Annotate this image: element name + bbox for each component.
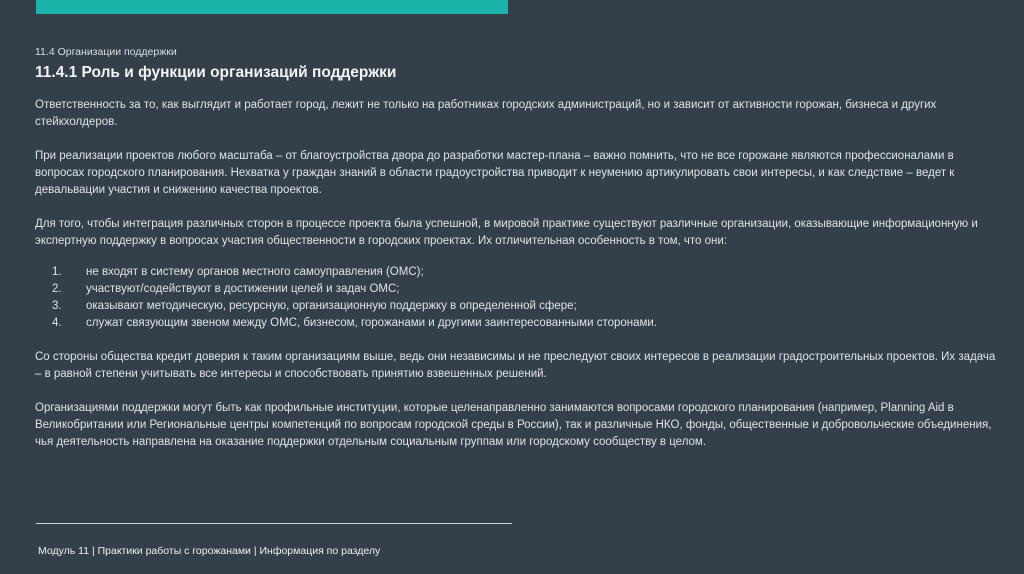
- list-item: [35, 281, 997, 298]
- footer-divider: [36, 523, 512, 524]
- page-title: 11.4.1 Роль и функции организаций поддержки: [35, 64, 397, 81]
- list-item: [35, 298, 997, 315]
- list-item-text: оказывают методическую, ресурсную, организационную поддержку в определенной сфере;: [86, 300, 577, 312]
- paragraph-5: Организациями поддержки могут быть как профильные институции, которые целенаправленно занимаются вопросами городского планирования (например, Planning Aid в Великобритании или Региональные центры компетенций по вопросам городской среды в России), так и различные НКО, фонды, общественные и добровольческие объединения, чья деятельность направлена на оказание поддержки отдельным социальным группам или городскому сообществу в целом.: [35, 402, 992, 448]
- list-item-number: 3.: [52, 300, 62, 312]
- paragraph-3: Для того, чтобы интеграция различных сторон в процессе проекта была успешной, в мировой практике существуют различные организации, оказывающие информационную и экспертную поддержку в вопросах участия общественности в городских проектах. Их отличительная особенность в том, что они:: [35, 218, 978, 247]
- paragraph-2: При реализации проектов любого масштаба – от благоустройства двора до разработки мастер-плана – важно помнить, что не все горожане являются профессионалами в вопросах городского планирования. Нехватка у граждан знаний в области градоустройства приводит к неумению артикулировать свои интересы, и как следствие – ведет к девальвации участия и снижению качества проектов.: [35, 150, 955, 196]
- list-item-number: 1.: [52, 266, 62, 278]
- footer-text: Модуль 11 | Практики работы с горожанами | Информация по разделу: [38, 545, 381, 557]
- paragraph-1: Ответственность за то, как выглядит и работает город, лежит не только на работниках городских администраций, но и зависит от активности горожан, бизнеса и других стейкхолдеров.: [35, 99, 937, 128]
- numbered-list: [35, 264, 997, 332]
- slide-content: [35, 45, 997, 468]
- list-item-text: не входят в систему органов местного самоуправления (ОМС);: [86, 266, 424, 278]
- list-item-number: 2.: [52, 283, 62, 295]
- list-item-text: служат связующим звеном между ОМС, бизнесом, горожанами и другими заинтересованными сторонами.: [86, 317, 658, 329]
- list-item: [35, 315, 997, 332]
- section-label: 11.4 Организации поддержки: [35, 46, 177, 58]
- list-item: [35, 264, 997, 281]
- list-item-text: участвуют/содействуют в достижении целей и задач ОМС;: [86, 283, 400, 295]
- list-item-number: 4.: [52, 317, 62, 329]
- paragraph-4: Со стороны общества кредит доверия к таким организациям выше, ведь они независимы и не преследуют своих интересов в реализации градостроительных проектов. Их задача – в равной степени учитывать все интересы и способствовать принятию взвешенных решений.: [35, 351, 996, 380]
- accent-bar: [36, 0, 508, 14]
